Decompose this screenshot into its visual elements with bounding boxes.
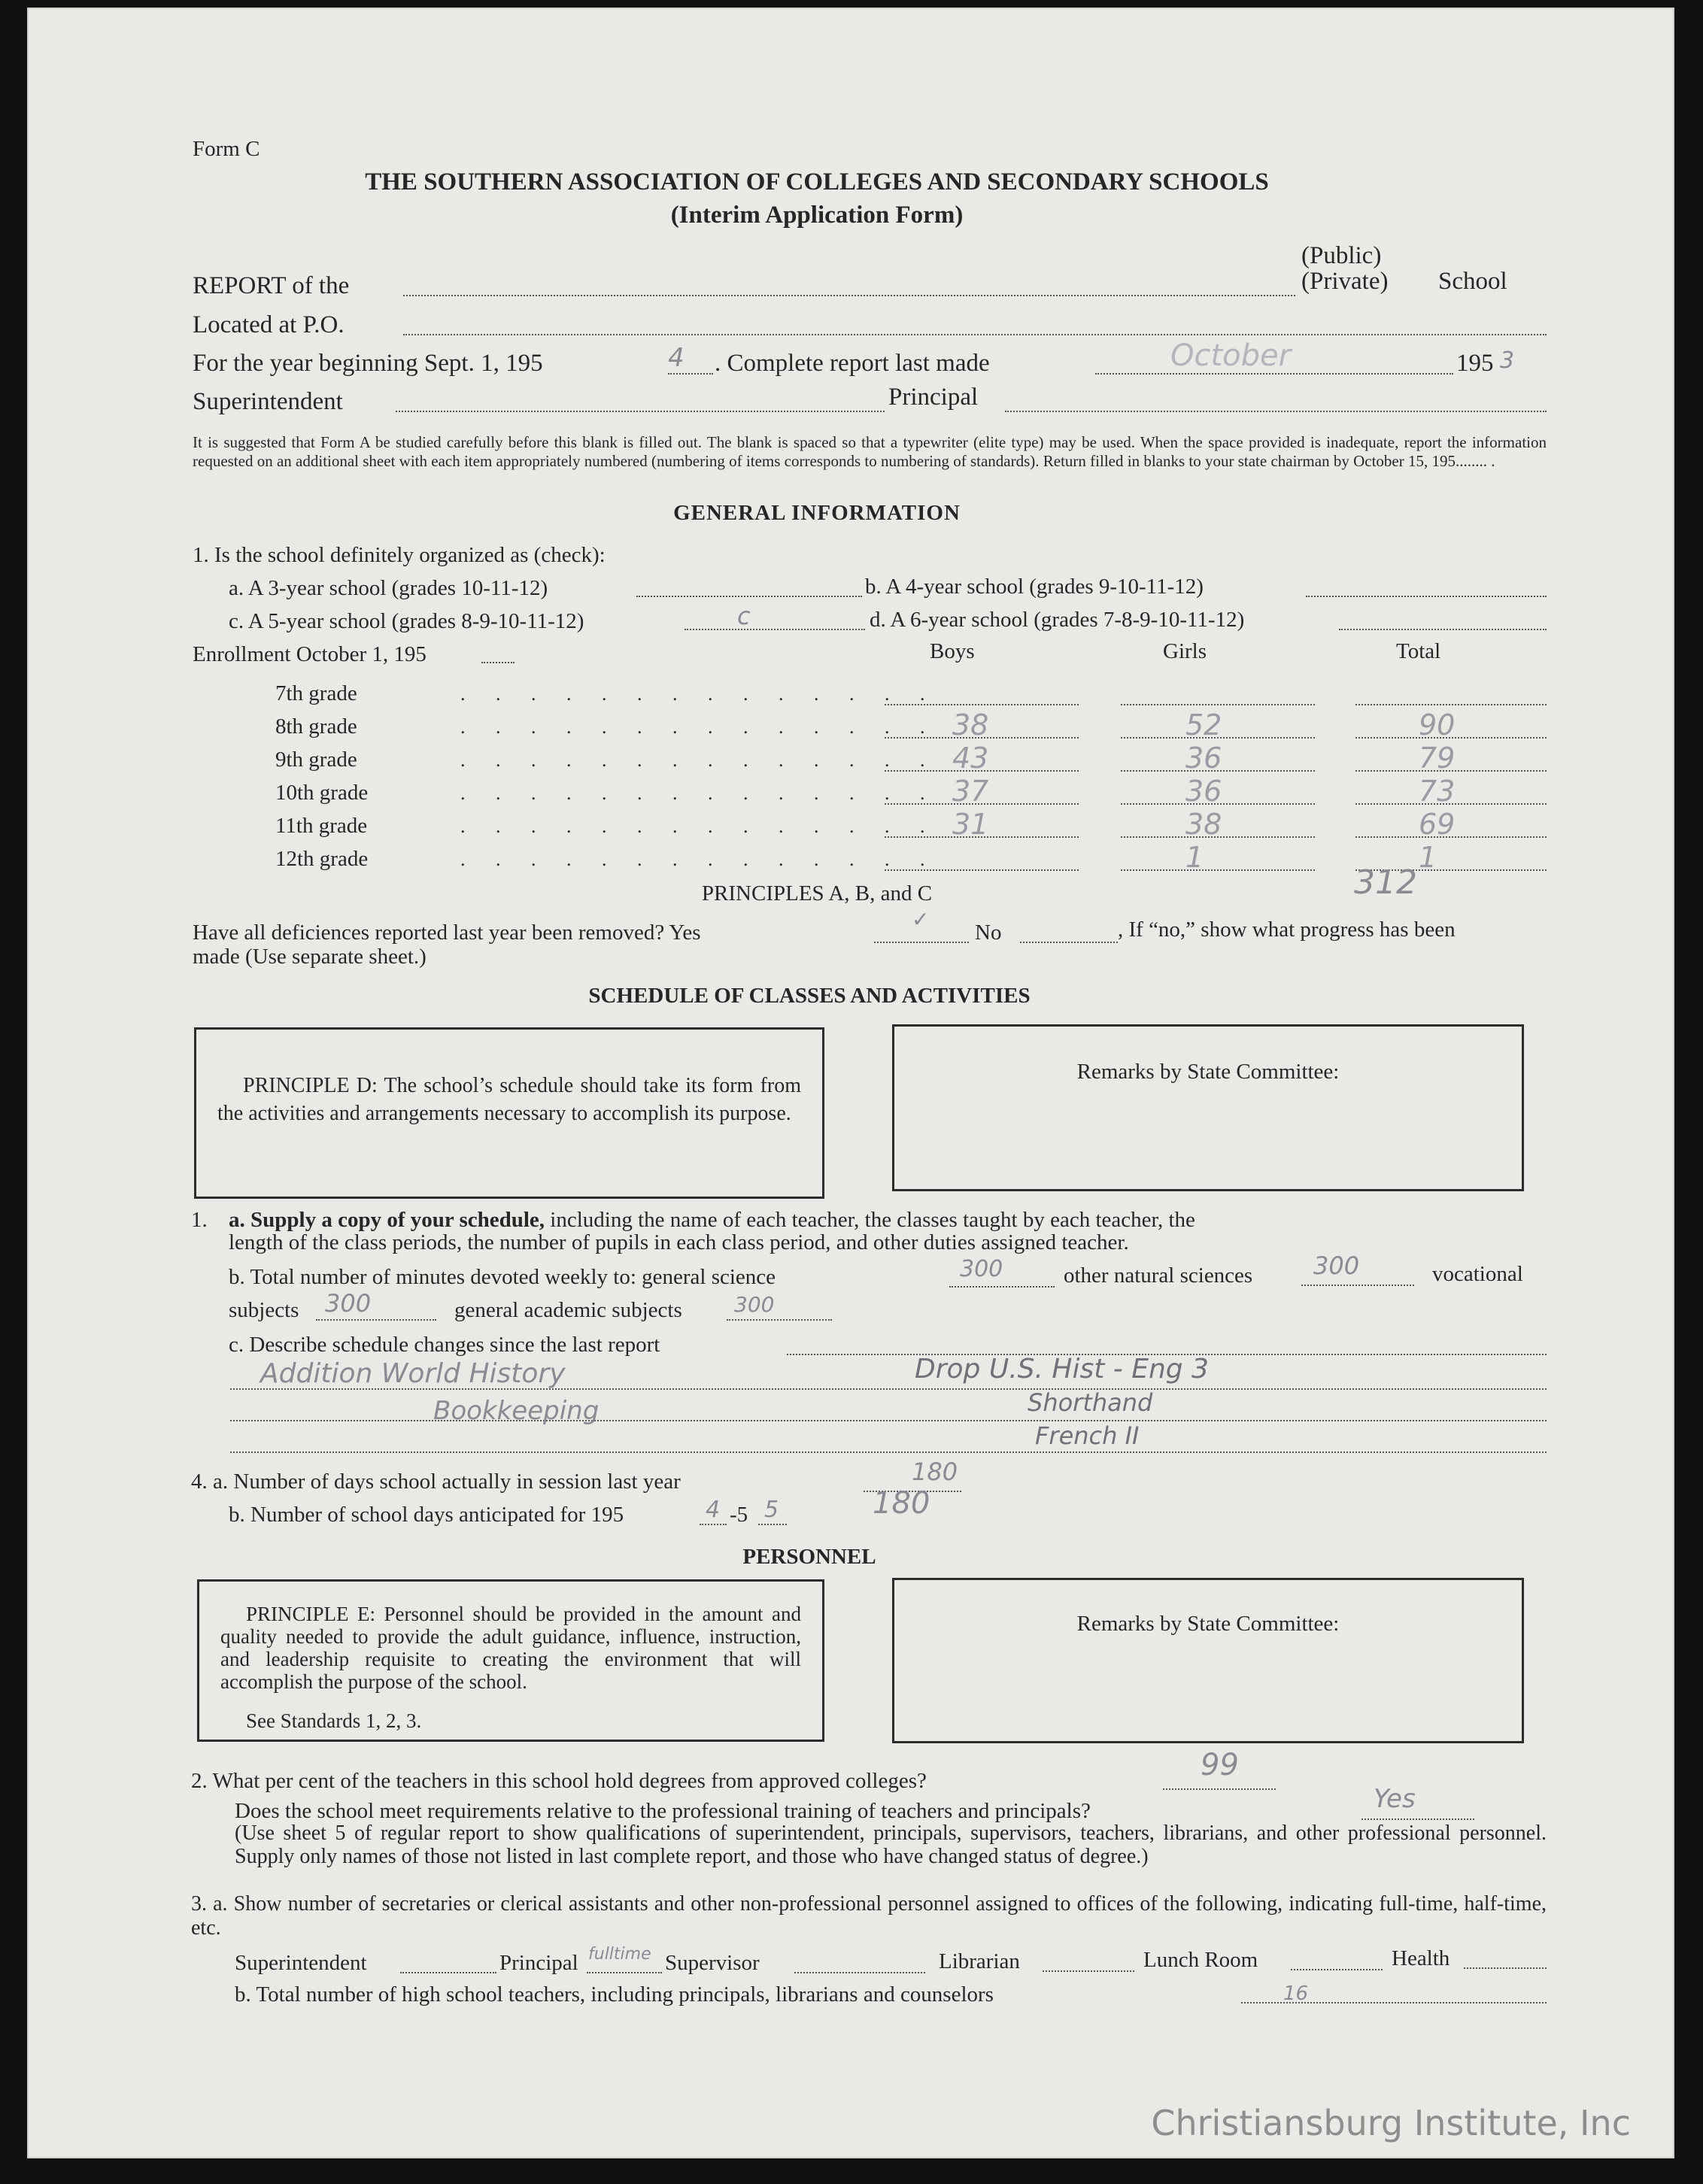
enrollment-girls-value: 36 bbox=[1185, 742, 1222, 775]
staff-supervisor: Supervisor bbox=[665, 1951, 760, 1975]
public-label: (Public) bbox=[1301, 242, 1382, 269]
enrollment-total-value: 69 bbox=[1419, 808, 1456, 841]
enrollment-total-value: 73 bbox=[1419, 775, 1456, 808]
q3b-line[interactable] bbox=[1241, 2002, 1547, 2004]
principle-d-box bbox=[194, 1027, 824, 1199]
enrollment-total-value: 90 bbox=[1419, 708, 1456, 742]
staff-superintendent: Superintendent bbox=[235, 1951, 367, 1975]
staff-librarian: Librarian bbox=[939, 1949, 1020, 1973]
yes-check: ✓ bbox=[912, 907, 930, 932]
q2b-line[interactable] bbox=[1361, 1818, 1474, 1820]
q4a-label: 4. a. Number of days school actually in session last year bbox=[191, 1470, 681, 1494]
q2-value: 99 bbox=[1201, 1748, 1239, 1782]
col-total: Total bbox=[1396, 639, 1441, 663]
hw-change-addition: Addition World History bbox=[260, 1358, 566, 1389]
located-label: Located at P.O. bbox=[193, 311, 345, 338]
principles-abc-heading: PRINCIPLES A, B, and C bbox=[701, 881, 933, 905]
last-made-year: 195 bbox=[1456, 350, 1494, 377]
year-digit-handwritten: 4 bbox=[668, 343, 685, 373]
q1b-gs-value: 300 bbox=[960, 1256, 1003, 1282]
private-label: (Private) bbox=[1301, 268, 1389, 295]
enrollment-boys-line[interactable] bbox=[885, 869, 1079, 871]
q1a-rest: including the name of each teacher, the classes taught by each teacher, the bbox=[545, 1208, 1195, 1232]
option-b: b. A 4-year school (grades 9-10-11-12) bbox=[865, 575, 1204, 599]
q1b-subj-value: 300 bbox=[325, 1289, 372, 1318]
grade-label: 8th grade bbox=[275, 714, 357, 739]
q4b-line-2[interactable] bbox=[758, 1524, 787, 1525]
last-made-year-digit: 3 bbox=[1500, 347, 1515, 374]
grade-label: 7th grade bbox=[275, 681, 357, 705]
enrollment-year-line[interactable] bbox=[481, 662, 515, 663]
no-label: No bbox=[975, 921, 1002, 945]
no-line[interactable] bbox=[1020, 942, 1118, 943]
if-no-label: , If “no,” show what progress has been bbox=[1118, 918, 1456, 942]
option-c-line[interactable] bbox=[685, 629, 865, 630]
location-line[interactable] bbox=[403, 334, 1547, 335]
remarks-label-personnel: Remarks by State Committee: bbox=[1076, 1612, 1340, 1636]
q1b-gas-line[interactable] bbox=[727, 1319, 832, 1321]
option-c-check: c bbox=[737, 602, 751, 630]
enrollment-girls-value: 38 bbox=[1185, 808, 1222, 841]
schedule-heading: SCHEDULE OF CLASSES AND ACTIVITIES bbox=[588, 984, 1031, 1008]
enrollment-boys-line[interactable] bbox=[885, 704, 1079, 705]
principle-e-box bbox=[197, 1579, 824, 1742]
leader-dots: . . . . . . . . . . . . . . bbox=[460, 782, 938, 804]
form-title: THE SOUTHERN ASSOCIATION OF COLLEGES AND SECONDARY SCHOOLS bbox=[365, 168, 1269, 196]
q4b-value: 180 bbox=[873, 1486, 930, 1521]
grade-label: 11th grade bbox=[275, 814, 368, 838]
hw-change-drop: Drop U.S. Hist - Eng 3 bbox=[915, 1354, 1209, 1385]
q4b-label: b. Number of school days anticipated for 195 bbox=[229, 1503, 624, 1527]
school-label: School bbox=[1438, 268, 1507, 295]
q3b-label: b. Total number of high school teachers, including principals, librarians and counselors bbox=[235, 1982, 994, 2007]
last-made-line[interactable] bbox=[1095, 373, 1453, 375]
q1b-voc-label: vocational bbox=[1432, 1262, 1523, 1286]
staff-librarian-line[interactable] bbox=[1043, 1970, 1134, 1972]
q4a-value: 180 bbox=[912, 1458, 958, 1486]
grade-label: 9th grade bbox=[275, 748, 357, 772]
form-page bbox=[27, 8, 1674, 2158]
see-standards: See Standards 1, 2, 3. bbox=[246, 1709, 422, 1732]
leader-dots: . . . . . . . . . . . . . . bbox=[460, 716, 938, 738]
q4b-mid: -5 bbox=[730, 1503, 748, 1527]
enrollment-boys-value: 38 bbox=[952, 708, 989, 742]
option-b-line[interactable] bbox=[1306, 596, 1547, 597]
q1b-gas-label: general academic subjects bbox=[454, 1298, 682, 1322]
q1a-line2: length of the class periods, the number of pupils in each class period, and other duties assigned teacher. bbox=[229, 1230, 1129, 1254]
enrollment-sum-handwritten: 312 bbox=[1354, 863, 1417, 902]
staff-supervisor-line[interactable] bbox=[794, 1972, 925, 1973]
q1c-line-3[interactable] bbox=[230, 1451, 1547, 1453]
enrollment-boys-value: 31 bbox=[952, 808, 989, 841]
q2b-value: Yes bbox=[1374, 1784, 1416, 1814]
personnel-heading: PERSONNEL bbox=[742, 1545, 876, 1569]
q3a-label: 3. a. Show number of secretaries or clerical assistants and other non-professional personnel assigned to offices of the following, indicating full-time, half-time, etc. bbox=[191, 1892, 1547, 1940]
last-made-month-handwritten: October bbox=[1170, 338, 1292, 373]
staff-health-line[interactable] bbox=[1464, 1967, 1547, 1969]
option-a-line[interactable] bbox=[636, 596, 862, 597]
hw-change-french: French II bbox=[1035, 1421, 1140, 1450]
principle-e-text: PRINCIPLE E: Personnel should be provided in the amount and quality needed to provide the adult guidance, influence, instruction, and leadership requisite to creating the environment that will accomplish the purpose of the school. bbox=[220, 1603, 801, 1693]
grade-label: 12th grade bbox=[275, 847, 369, 871]
q1b-gas-value: 300 bbox=[734, 1292, 775, 1317]
leader-dots: . . . . . . . . . . . . . . bbox=[460, 848, 938, 870]
grade-label: 10th grade bbox=[275, 781, 369, 805]
enrollment-girls-line[interactable] bbox=[1121, 869, 1315, 871]
q1a-bold: a. Supply a copy of your schedule, bbox=[229, 1208, 545, 1232]
year-beginning-label: For the year beginning Sept. 1, 195 bbox=[193, 350, 543, 377]
q1a-number: 1. bbox=[191, 1208, 208, 1232]
option-a: a. A 3-year school (grades 10-11-12) bbox=[229, 576, 548, 600]
q4b-digit1: 4 bbox=[706, 1497, 721, 1523]
q1b-ons-line[interactable] bbox=[1301, 1285, 1414, 1286]
q4b-line-1[interactable] bbox=[700, 1524, 727, 1525]
enrollment-boys-value: 43 bbox=[952, 742, 989, 775]
staff-principal-value: fulltime bbox=[588, 1945, 651, 1964]
enrollment-total-value: 1 bbox=[1419, 841, 1437, 874]
superintendent-label: Superintendent bbox=[193, 388, 343, 415]
enrollment-total-value: 79 bbox=[1419, 742, 1456, 775]
enrollment-boys-value: 37 bbox=[952, 775, 989, 808]
col-girls: Girls bbox=[1163, 639, 1207, 663]
enrollment-girls-value: 1 bbox=[1185, 841, 1204, 874]
instructions: It is suggested that Form A be studied carefully before this blank is filled out. The blank is spaced so that a typewriter (elite type) may be used. When the space provided is inadequate, report the information requested on an additional sheet with each item appropriately numbered (numbering of items corresponds to numbering of standards). Return filled in blanks to your state chairman by October 15, 195........ . bbox=[193, 433, 1547, 470]
option-d: d. A 6-year school (grades 7-8-9-10-11-12) bbox=[870, 608, 1245, 632]
principal-line[interactable] bbox=[1005, 411, 1547, 412]
leader-dots: . . . . . . . . . . . . . . bbox=[460, 815, 938, 837]
q2b-note: (Use sheet 5 of regular report to show qualifications of superintendent, principals, supervisors, teachers, librarians, and other professional personnel. Supply only names of those not listed in last complete report, and those who have changed status of degree.) bbox=[235, 1822, 1547, 1868]
general-heading: GENERAL INFORMATION bbox=[673, 501, 961, 525]
q4b-digit2: 5 bbox=[764, 1497, 779, 1523]
enrollment-girls-line[interactable] bbox=[1121, 704, 1315, 705]
watermark: Christiansburg Institute, Inc bbox=[1151, 2103, 1631, 2143]
q2b-label: Does the school meet requirements relative to the professional training of teachers and principals? bbox=[235, 1799, 1091, 1823]
col-boys: Boys bbox=[930, 639, 975, 663]
q1b-label: b. Total number of minutes devoted weekly to: general science bbox=[229, 1265, 776, 1289]
q1b-ons-label: other natural sciences bbox=[1064, 1263, 1253, 1288]
school-name-line[interactable] bbox=[403, 295, 1295, 296]
hw-change-bookkeeping: Bookkeeping bbox=[433, 1396, 600, 1426]
year-line[interactable] bbox=[668, 373, 713, 375]
hw-change-shorthand: Shorthand bbox=[1028, 1388, 1153, 1417]
remarks-label-schedule: Remarks by State Committee: bbox=[1076, 1060, 1340, 1084]
staff-health: Health bbox=[1392, 1946, 1450, 1970]
staff-principal-line[interactable] bbox=[587, 1972, 662, 1973]
enrollment-girls-value: 36 bbox=[1185, 775, 1222, 808]
q2-line[interactable] bbox=[1163, 1788, 1276, 1790]
deficiencies-question: Have all deficiences reported last year been removed? Yes bbox=[193, 921, 701, 945]
form-subtitle: (Interim Application Form) bbox=[670, 202, 964, 229]
q1b-gs-line[interactable] bbox=[949, 1286, 1055, 1288]
principle-d-text: PRINCIPLE D: The school’s schedule should take its form from the activities and arrangements necessary to accomplish its purpose. bbox=[217, 1074, 801, 1125]
option-c: c. A 5-year school (grades 8-9-10-11-12) bbox=[229, 609, 584, 633]
q1b-subj-line[interactable] bbox=[316, 1319, 436, 1321]
leader-dots: . . . . . . . . . . . . . . bbox=[460, 683, 938, 705]
q1a-line1 bbox=[229, 1208, 1547, 1233]
q1c-label: c. Describe schedule changes since the last report bbox=[229, 1333, 660, 1357]
remarks-box-personnel[interactable] bbox=[892, 1578, 1524, 1743]
form-id: Form C bbox=[193, 137, 260, 161]
q3b-value: 16 bbox=[1283, 1982, 1309, 2005]
staff-superintendent-line[interactable] bbox=[400, 1972, 496, 1973]
q1-organized: 1. Is the school definitely organized as (check): bbox=[193, 543, 606, 567]
q1b-subj-label: subjects bbox=[229, 1298, 299, 1322]
complete-report-label: . Complete report last made bbox=[715, 350, 990, 377]
staff-lunch: Lunch Room bbox=[1143, 1948, 1258, 1972]
report-of-label: REPORT of the bbox=[193, 272, 350, 299]
q1b-ons-value: 300 bbox=[1313, 1251, 1360, 1280]
q1c-line-2[interactable] bbox=[230, 1420, 1547, 1421]
made-label: made (Use separate sheet.) bbox=[193, 945, 427, 969]
enrollment-total-line[interactable] bbox=[1355, 704, 1547, 705]
staff-lunch-line[interactable] bbox=[1291, 1969, 1383, 1970]
q2-label: 2. What per cent of the teachers in this school hold degrees from approved colleges? bbox=[191, 1769, 927, 1793]
principal-label: Principal bbox=[888, 384, 979, 411]
yes-line[interactable] bbox=[874, 942, 969, 943]
enrollment-label: Enrollment October 1, 195 bbox=[193, 642, 427, 666]
enrollment-girls-value: 52 bbox=[1185, 708, 1222, 742]
leader-dots: . . . . . . . . . . . . . . bbox=[460, 749, 938, 771]
staff-principal: Principal bbox=[499, 1951, 578, 1975]
superintendent-line[interactable] bbox=[396, 411, 885, 412]
remarks-box-schedule[interactable] bbox=[892, 1024, 1524, 1191]
option-d-line[interactable] bbox=[1339, 629, 1547, 630]
